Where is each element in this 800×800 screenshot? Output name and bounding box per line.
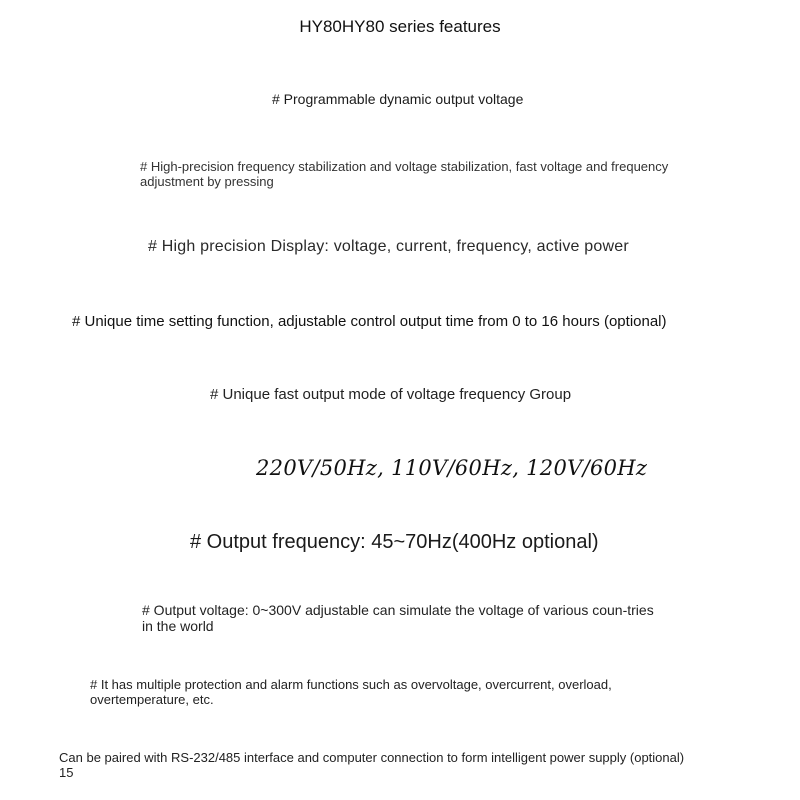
feature-high-precision-display: # High precision Display: voltage, current, frequency, active power [148, 238, 629, 255]
feature-fast-output-mode: # Unique fast output mode of voltage frequency Group [210, 386, 572, 403]
feature-time-setting: # Unique time setting function, adjustable control output time from 0 to 16 hours (optional) [72, 313, 667, 330]
feature-rs232-interface: Can be paired with RS-232/485 interface and computer connection to form intelligent power supply (optional) [59, 750, 685, 765]
page-number: 15 [59, 765, 74, 780]
feature-output-frequency: # Output frequency: 45~70Hz(400Hz optional) [190, 531, 599, 553]
feature-programmable-voltage: # Programmable dynamic output voltage [272, 91, 524, 107]
page-title: HY80HY80 series features [299, 17, 501, 36]
voltage-frequency-presets: 220V/50Hz, 110V/60Hz, 120V/60Hz [256, 456, 648, 480]
feature-interface-block [59, 750, 779, 780]
feature-frequency-voltage-stabilization: # High-precision frequency stabilization and voltage stabilization, fast voltage and frequency adjustment by pressing [140, 159, 669, 189]
feature-output-voltage: # Output voltage: 0~300V adjustable can simulate the voltage of various coun-tries in the world [142, 602, 654, 634]
feature-protection-alarm: # It has multiple protection and alarm functions such as overvoltage, overcurrent, overload, overtemperature, etc. [90, 677, 612, 707]
